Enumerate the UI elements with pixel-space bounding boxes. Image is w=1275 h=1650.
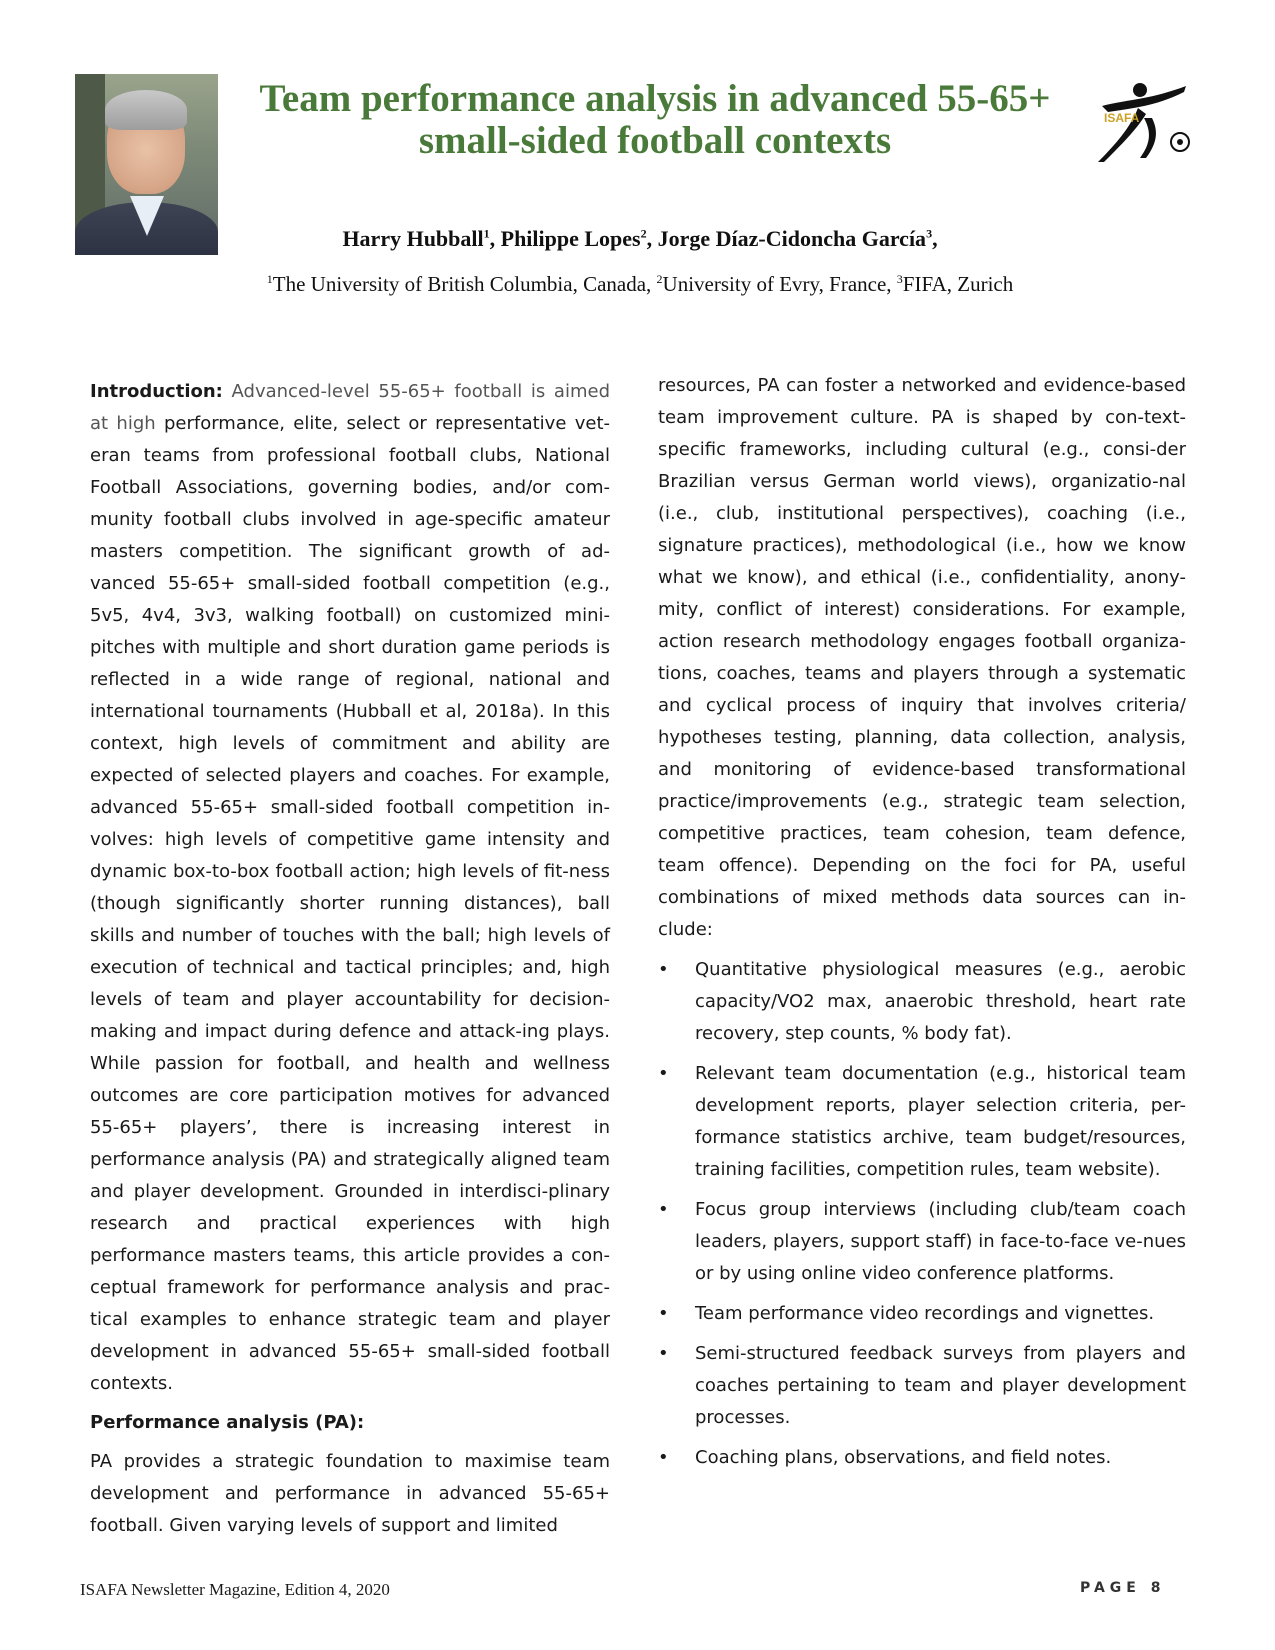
right-body-paragraph: resources, PA can foster a networked and evidence-based team improvement culture. PA is shaped by con-text-specific frameworks, including cultural (e.g., consi-der Brazilian versus German world views), organizatio-nal (i.e., club, institutional perspectives), coaching (i.e., signature practices), methodological (i.e., how we know what we know), and ethical (i.e., confidentiality, anony-mity, conflict of interest) considerations. For example, action research methodology engages football organiza-tions, coaches, teams and players through a systematic and cyclical process of inquiry that involves criteria/ hypotheses testing, planning, data collection, analysis, and monitoring of evidence-based transformational practice/improvements (e.g., strategic team selection, competitive practices, team cohesion, team defence, team offence). Depending on the foci for PA, useful combinations of mixed methods data sources can in-clude: — [658, 375, 1186, 940]
list-item: • Focus group interviews (including club/team coach leaders, players, support staff) in face-to-face ve-nues or by using online video conference platforms. — [658, 1194, 1186, 1290]
bullet-icon: • — [658, 1063, 669, 1084]
list-item: • Semi-structured feedback surveys from players and coaches pertaining to team and player development processes. — [658, 1338, 1186, 1434]
right-column — [658, 370, 1186, 1482]
pa-paragraph: PA provides a strategic foundation to maximise team development and performance in advanced 55-65+ football. Given varying levels of support and limited — [90, 1451, 610, 1536]
footer-publication: ISAFA Newsletter Magazine, Edition 4, 2020 — [80, 1580, 390, 1599]
isafa-logo — [1094, 78, 1194, 170]
pa-heading: Performance analysis (PA): — [90, 1412, 365, 1433]
bullet-icon: • — [658, 1343, 669, 1364]
bullet-icon: • — [658, 1447, 669, 1468]
article-title — [225, 78, 1085, 162]
left-column — [90, 376, 610, 1550]
affiliation: $^1$The University of British Columbia, Canada, — [266, 272, 657, 296]
list-item: • Quantitative physiological measures (e.g., aerobic capacity/VO2 max, anaerobic threshold, heart rate recovery, step counts, % body fat). — [658, 954, 1186, 1050]
intro-gray-text: Advanced-level 55-65+ football is aimed at high — [90, 381, 610, 434]
intro-label: Introduction: — [90, 381, 223, 402]
author: Harry Hubball$^1$, — [342, 226, 501, 251]
author: Jorge Díaz-Cidoncha García$^3$, — [657, 226, 938, 251]
intro-paragraph — [90, 376, 610, 1400]
data-sources-list — [658, 954, 1186, 1474]
title-line-2: small-sided football contexts — [418, 119, 892, 162]
affiliation: $^3$FIFA, Zurich — [896, 272, 1014, 296]
bullet-icon: • — [658, 1199, 669, 1220]
title-line-1: Team performance analysis in advanced 55-65+ — [259, 77, 1051, 120]
affiliation: $^2$University of Evry, France, — [656, 272, 897, 296]
logo-text: ISAFA — [1104, 111, 1140, 125]
list-item: • Relevant team documentation (e.g., historical team development reports, player selection criteria, per-formance statistics archive, team budget/resources, training facilities, competition rules, team website). — [658, 1058, 1186, 1186]
author-photo — [75, 74, 218, 255]
list-item: • Coaching plans, observations, and field notes. — [658, 1442, 1186, 1474]
footer-page-number: PAGE 8 — [1080, 1580, 1166, 1596]
intro-body-text: performance, elite, select or representative vet-eran teams from professional football clubs, National Football Associations, governing bodies, and/or com-munity football clubs involved in age-specific amateur masters competition. The significant growth of ad-vanced 55-65+ small-sided football competition (e.g., 5v5, 4v4, 3v3, walking football) on customized mini-pitches with multiple and short duration game periods is reflected in a wide range of regional, national and international tournaments (Hubball et al, 2018a). In this context, high levels of commitment and ability are expected of selected players and coaches. For example, advanced 55-65+ small-sided football competition in-volves: high levels of competitive game intensity and dynamic box-to-box football action; high levels of fit-ness (though significantly shorter running distances), ball skills and number of touches with the ball; high levels of execution of technical and tactical principles; and, high levels of team and player accountability for decision-making and impact during defence and attack-ing plays. While passion for football, and health and wellness outcomes are core participation motives for advanced 55-65+ players’, there is increasing interest in performance analysis (PA) and strategically aligned team and player development. Grounded in interdisci-plinary research and practical experiences with high performance masters teams, this article provides a con-ceptual framework for performance analysis and prac-tical examples to enhance strategic team and player development in advanced 55-65+ small-sided football contexts. — [90, 413, 610, 1394]
authors-line — [200, 226, 1080, 252]
list-item: • Team performance video recordings and vignettes. — [658, 1298, 1186, 1330]
author: Philippe Lopes$^2$, — [500, 226, 658, 251]
bullet-icon: • — [658, 959, 669, 980]
affiliations-line — [140, 272, 1140, 297]
bullet-icon: • — [658, 1303, 669, 1324]
